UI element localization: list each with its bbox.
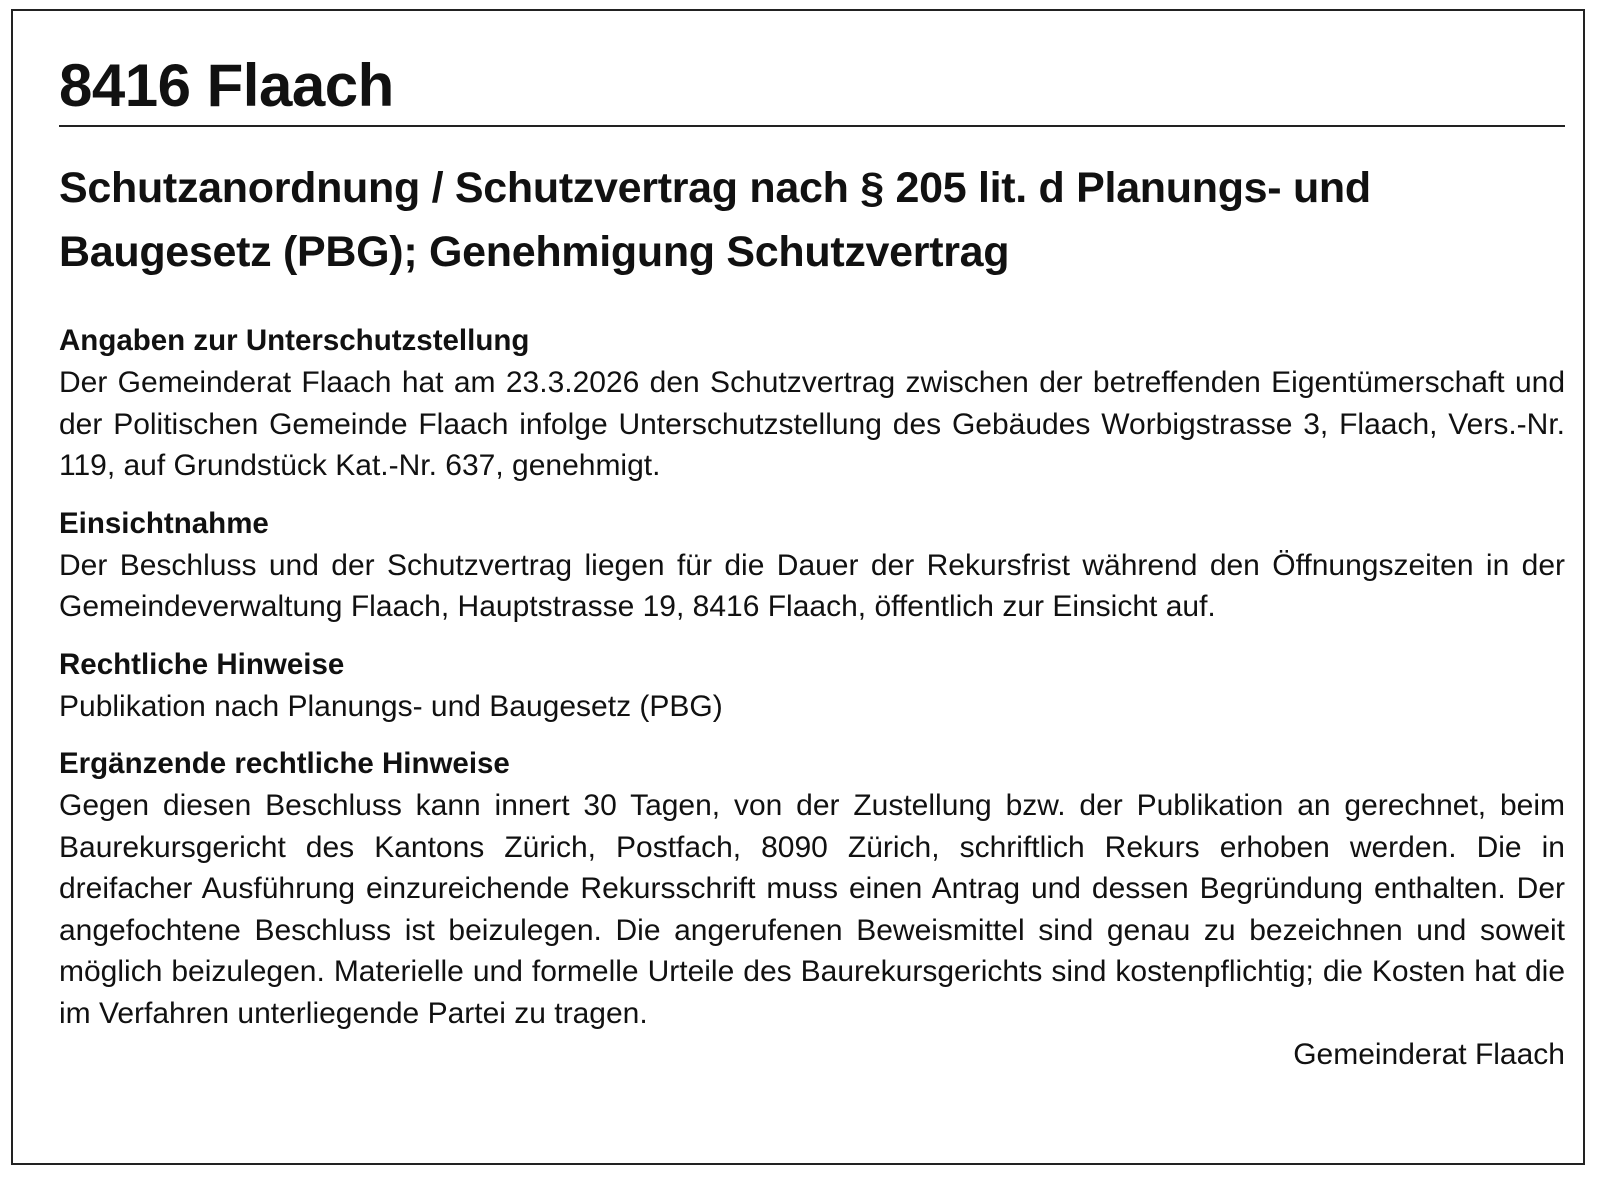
section-heading: Ergänzende rechtliche Hinweise <box>59 747 510 780</box>
section-body: Publikation nach Planungs- und Baugesetz (PBG) <box>59 689 723 723</box>
section-heading: Rechtliche Hinweise <box>59 647 345 681</box>
signature: Gemeinderat Flaach <box>1293 1038 1565 1071</box>
section-protection-details <box>59 320 1565 487</box>
section-legal-notes <box>59 644 1565 728</box>
section-body: Gegen diesen Beschluss kann innert 30 Tagen, von der Zustellung bzw. der Publikation an gerechnet, beim Baurekursgericht des Kantons Zürich, Postfach, 8090 Zürich, schriftlich Rekurs erhoben werden. Die in dreifacher Ausführung einzureichende Rekursschrift muss einen Antrag und dessen Begründung enthalten. Der angefochtene Beschluss ist beizulegen. Die angerufenen Beweismittel sind genau zu bezeichnen und soweit möglich beizulegen. Materielle und formelle Urteile des Baurekursgerichts sind kostenpflichtig; die Kosten hat die im Verfahren unterliegende Partei zu tragen. <box>59 789 1565 1030</box>
place-title: 8416 Flaach <box>59 52 394 119</box>
notice-content <box>59 47 1565 1075</box>
section-body: Der Beschluss und der Schutzvertrag liegen für die Dauer der Rekursfrist während den Öffnungszeiten in der Gemeindeverwaltung Flaach, Hauptstrasse 19, 8416 Flaach, öffentlich zur Einsicht auf. <box>59 548 1565 623</box>
section-additional-legal-notes <box>59 743 1565 1034</box>
title-divider <box>59 125 1565 127</box>
notice-subject: Schutzanordnung / Schutzvertrag nach § 205 lit. d Planungs- und Baugesetz (PBG); Genehmigung Schutzvertrag <box>59 164 1371 276</box>
section-heading: Angaben zur Unterschutzstellung <box>59 324 530 357</box>
section-body: Der Gemeinderat Flaach hat am 23.3.2026 den Schutzvertrag zwischen der betreffenden Eigentümerschaft und der Politischen Gemeinde Flaach infolge Unterschutzstellung des Gebäudes Worbigstrasse 3, Flaach, Vers.-Nr. 119, auf Grundstück Kat.-Nr. 637, genehmigt. <box>59 366 1565 482</box>
section-inspection <box>59 503 1565 628</box>
notice-frame <box>11 9 1585 1165</box>
section-heading: Einsichtnahme <box>59 506 269 540</box>
